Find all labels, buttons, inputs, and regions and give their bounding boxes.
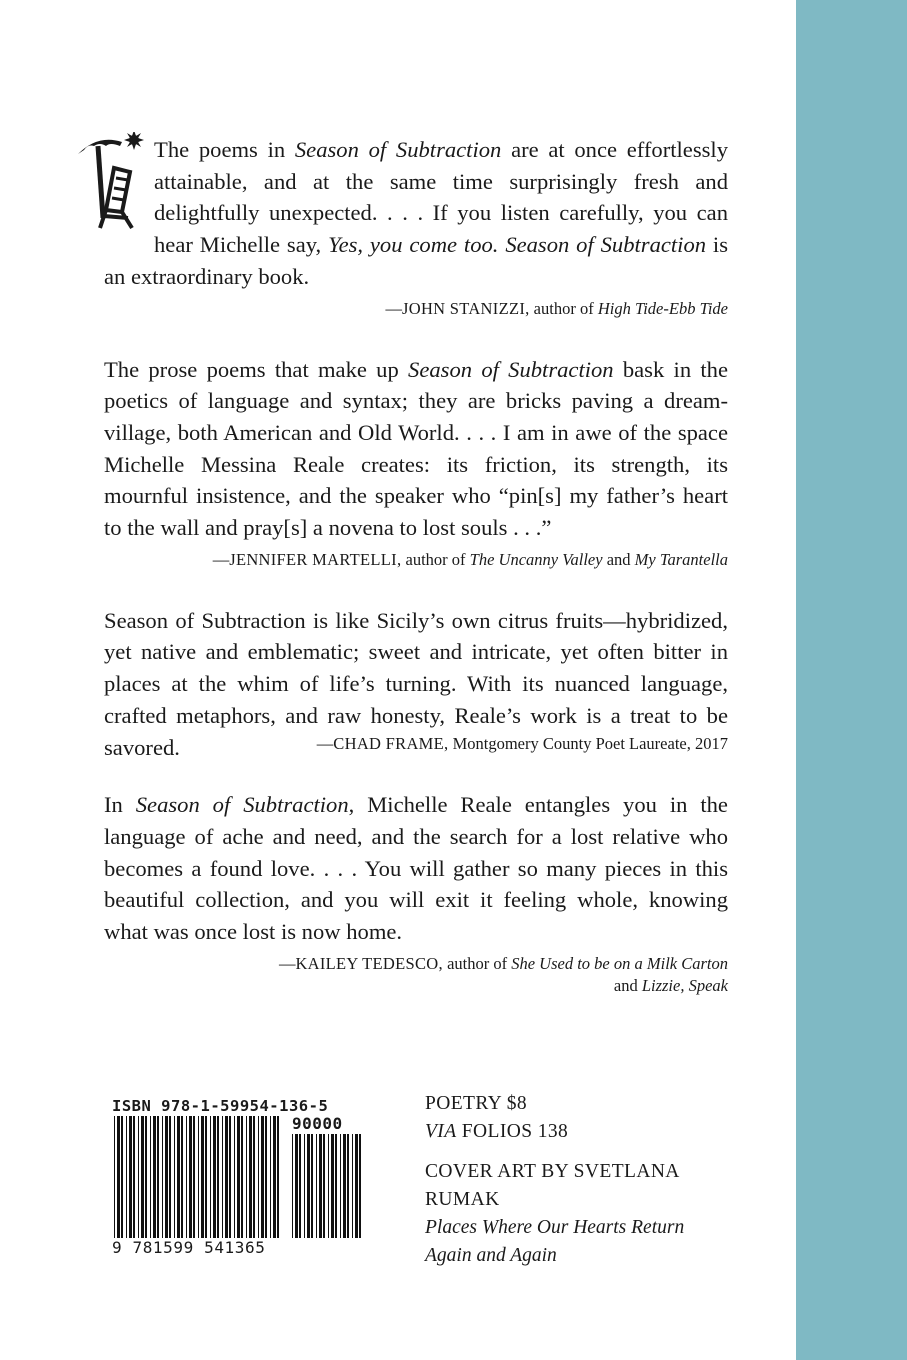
category-price: POETRY $8	[425, 1093, 528, 1114]
spine-color-band	[796, 0, 907, 1360]
back-cover-text	[104, 134, 728, 1031]
blurb-attribution: —KAILEY TEDESCO, author of She Used to be on a Milk Carton and Lizzie, Speak	[278, 953, 728, 995]
dropcap-letter: T	[154, 137, 168, 162]
blurb-martelli	[104, 354, 728, 571]
isbn-number: ISBN 978-1-59954-136-5	[112, 1097, 329, 1115]
artwork-title-line2: Again and Again	[425, 1245, 557, 1266]
addon-barcode-icon	[290, 1134, 364, 1238]
barcode-digits: 9 781599 541365	[112, 1238, 266, 1257]
main-barcode-icon	[112, 1116, 282, 1238]
blurb-tedesco	[104, 789, 728, 997]
blurb-stanizzi	[104, 134, 728, 320]
blurb-attribution: —CHAD FRAME, Montgomery County Poet Laureate, 2017	[316, 734, 728, 754]
book-info	[425, 1090, 755, 1270]
blurb-text: The prose poems that make up Season of Subtraction bask in the poetics of language and syntax; they are bricks paving a dream-village, both American and Old World. . . . I am in awe of the space Michelle Messina Reale creates: its friction, its strength, its mournful insistence, and the speaker who “pin[s] my father’s heart to the wall and pray[s] a novena to lost souls . . .”	[104, 356, 728, 541]
barcode-addon-number: 90000	[292, 1114, 343, 1133]
artwork-title-line1: Places Where Our Hearts Return	[425, 1217, 685, 1238]
series-line: VIA FOLIOS 138	[425, 1121, 569, 1142]
barcode-bars	[112, 1116, 370, 1238]
blurb-text: In Season of Subtraction, Michelle Reale entangles you in the language of ache and need, and the search for a lost relative who becomes a found love. . . . You will gather so many pieces in this beautiful collection, and you will exit it feeling whole, knowing what was once lost is now home.	[104, 792, 728, 945]
beach-umbrella-chair-icon	[76, 132, 148, 232]
blurb-attribution: —JOHN STANIZZI, author of High Tide-Ebb Tide	[385, 298, 728, 318]
blurb-text: The poems in Season of Subtraction are at once effortlessly attainable, and at the same time surprisingly fresh and delightfully unexpected. . . . If you listen carefully, you can hear Michelle say, Yes, you come too. Season of Subtraction is an extraordinary book.	[104, 137, 728, 289]
blurb-frame	[104, 605, 728, 760]
blurb-attribution: —JENNIFER MARTELLI, author of The Uncanny Valley and My Tarantella	[212, 549, 728, 569]
blurb-text: Season of Subtraction is like Sicily’s own citrus fruits—hybridized, yet native and emblematic; sweet and intricate, yet often bitter in places at the whim of life’s turning. With its nuanced language, crafted metaphors, and raw honesty, Reale’s work is a treat to be savored.	[104, 607, 728, 760]
isbn-barcode	[112, 1096, 370, 1256]
cover-art-credit: COVER ART BY SVETLANA RUMAK	[425, 1161, 679, 1210]
